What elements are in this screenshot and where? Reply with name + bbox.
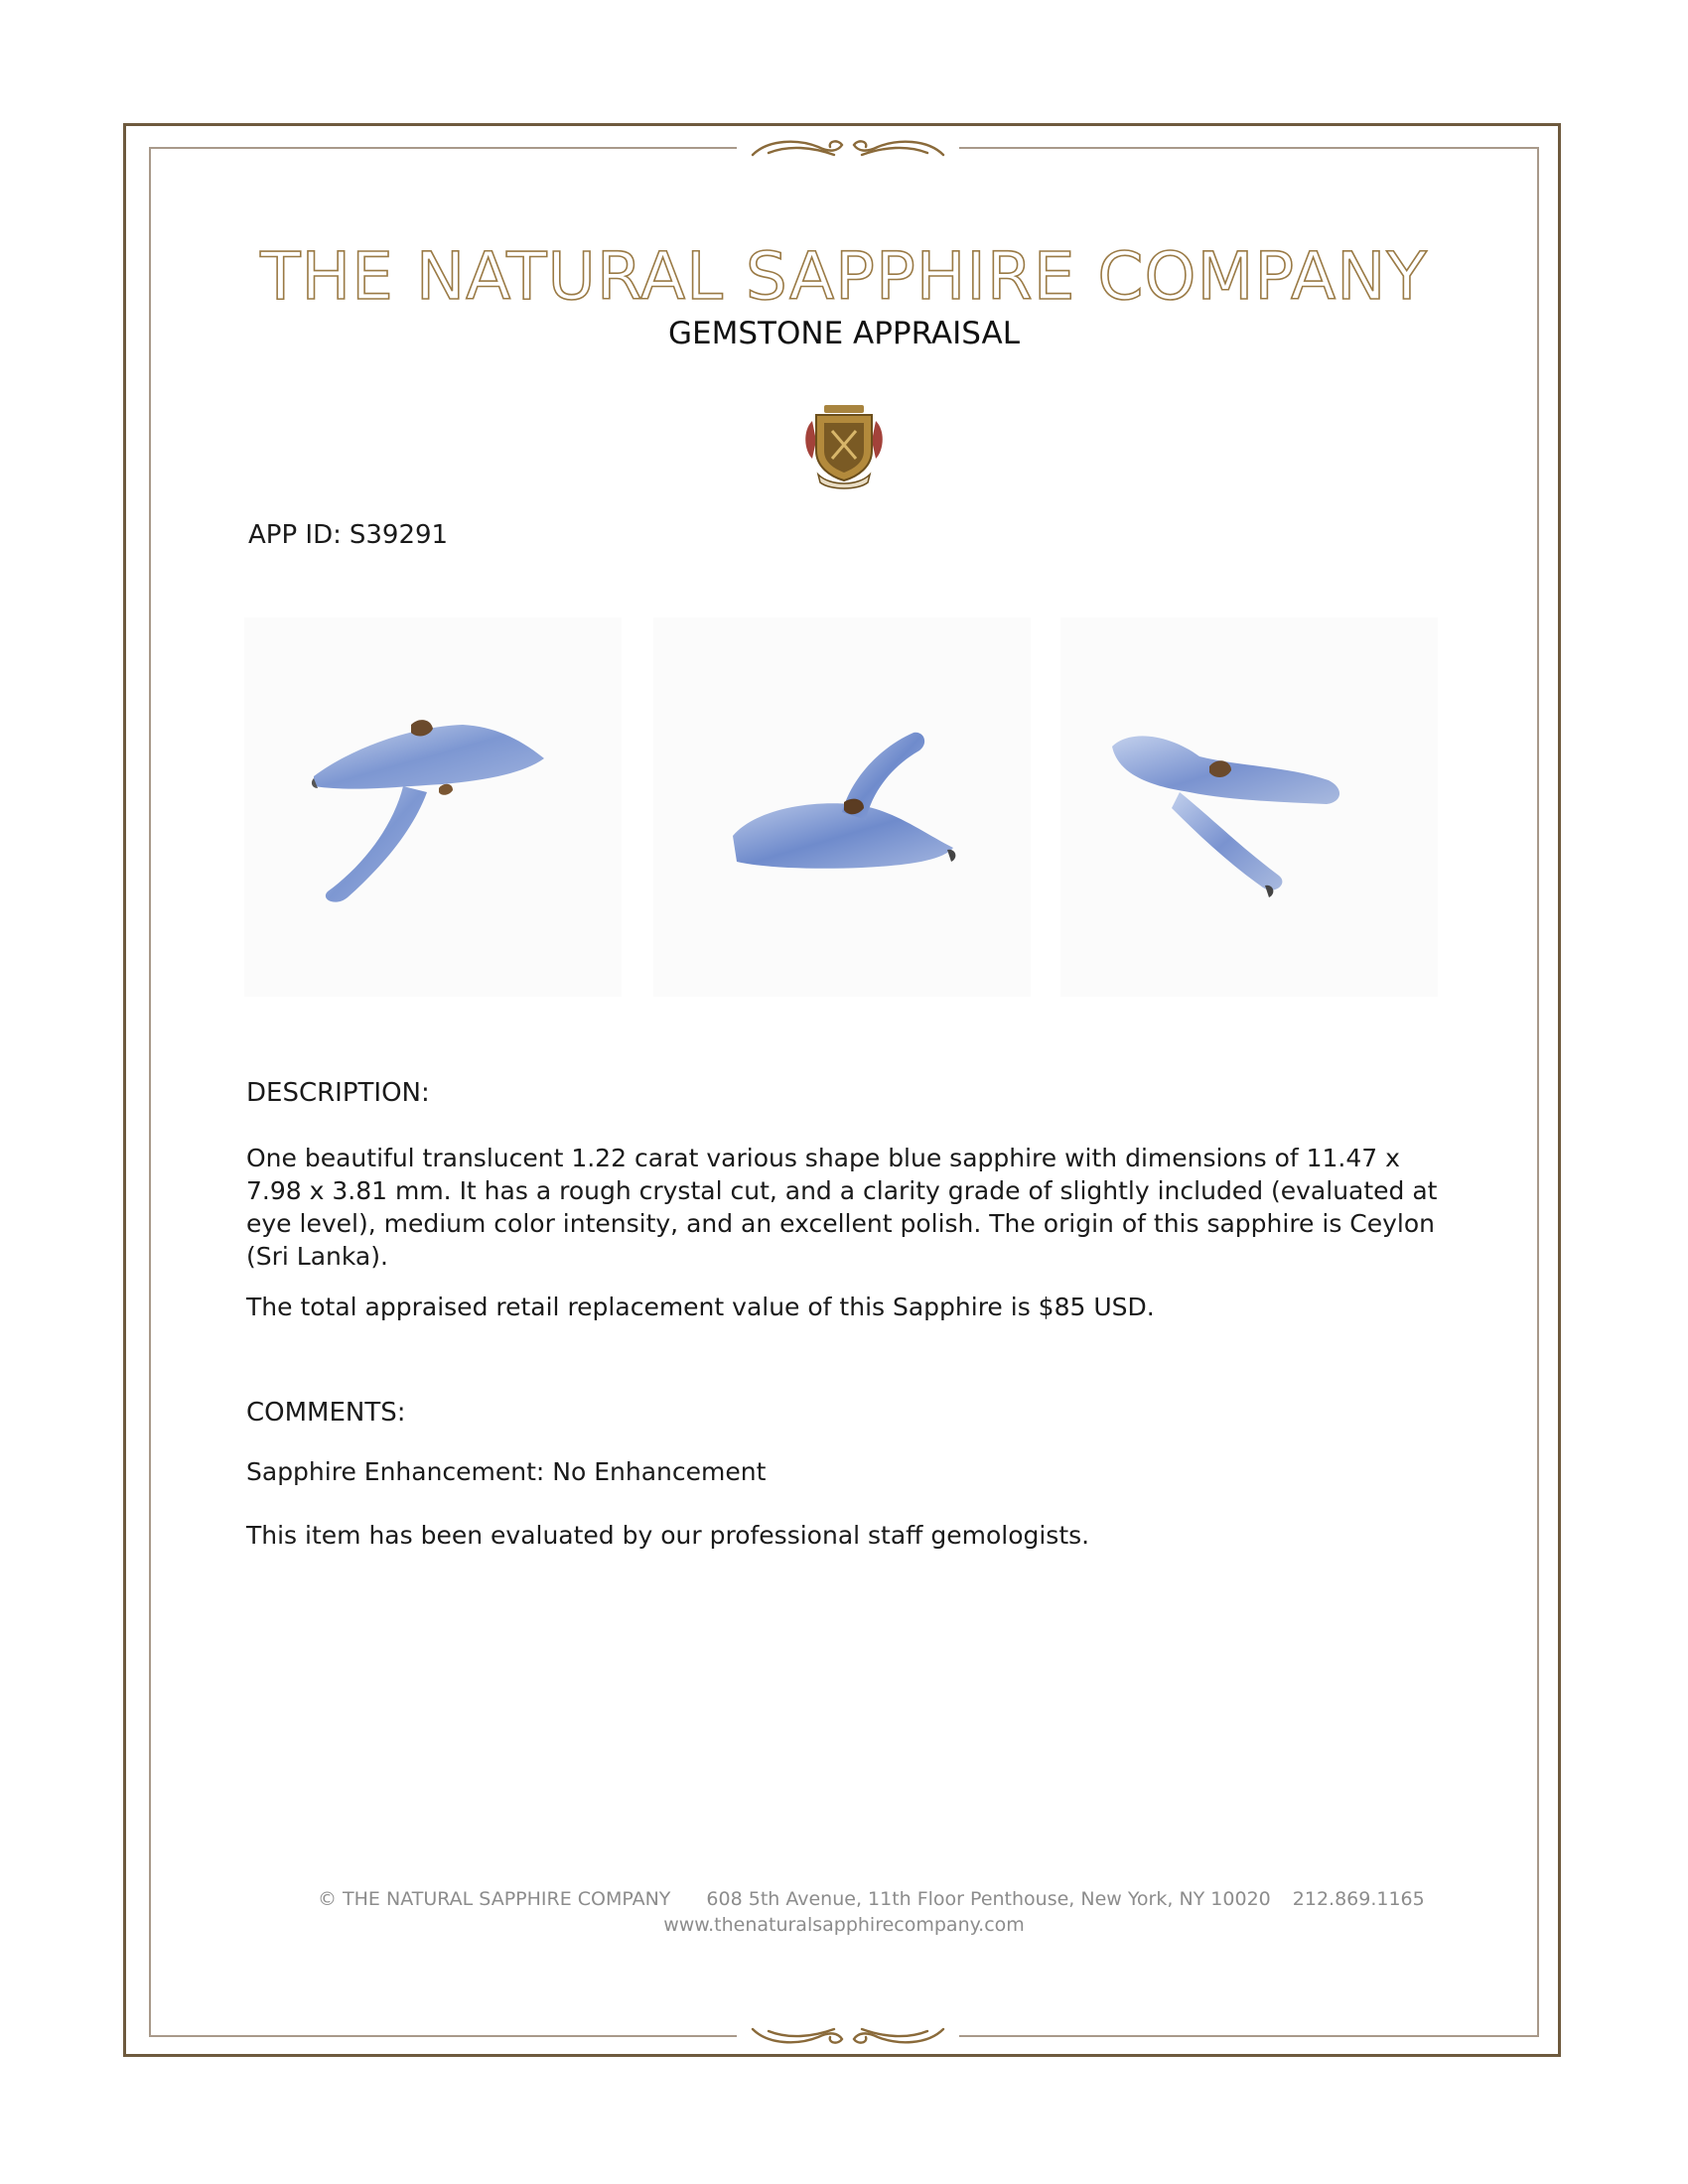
description-text: One beautiful translucent 1.22 carat various shape blue sapphire with dimensions of 11.47 x 7.98 x 3.81 mm. It has a rough crystal cut, and a clarity grade of slightly included (evaluated at eye level), medium color intensity, and an excellent polish. The origin of this sapphire is Ceylon (Sri Lanka). [246, 1144, 1438, 1271]
app-id-label: APP ID: [248, 520, 342, 550]
sapphire-crystal-photo-icon [653, 617, 1031, 997]
comments-heading: COMMENTS: [246, 1398, 406, 1428]
inner-frame-top-right [959, 147, 1539, 149]
footer-website: www.thenaturalsapphirecompany.com [663, 1914, 1025, 1936]
footer-phone: 212.869.1165 [1292, 1888, 1425, 1910]
footer-address: 608 5th Avenue, 11th Floor Penthouse, New York, NY 10020 [706, 1888, 1271, 1910]
company-crest-logo-icon [802, 401, 886, 492]
document-type-title: GEMSTONE APPRAISAL [668, 316, 1020, 351]
company-title: THE NATURAL SAPPHIRE COMPANY [260, 238, 1428, 315]
sapphire-crystal-photo-icon [1060, 617, 1438, 997]
footer-contact-line [318, 1888, 1425, 1910]
top-flourish-ornament-icon [739, 133, 957, 163]
inner-frame-right [1537, 147, 1539, 2037]
sapphire-photo-2 [653, 617, 1031, 997]
inner-frame-bottom-right [959, 2035, 1539, 2037]
bottom-flourish-ornament-icon [739, 2021, 957, 2051]
inner-frame-left [149, 147, 151, 2037]
sapphire-crystal-photo-icon [244, 617, 622, 997]
inner-frame-top-left [149, 147, 737, 149]
description-heading: DESCRIPTION: [246, 1078, 430, 1108]
footer-copyright: © THE NATURAL SAPPHIRE COMPANY [318, 1888, 671, 1910]
appraised-value-statement: The total appraised retail replacement value of this Sapphire is $85 USD. [246, 1293, 1155, 1321]
sapphire-photo-1 [244, 617, 622, 997]
app-id [248, 520, 448, 550]
enhancement-comment: Sapphire Enhancement: No Enhancement [246, 1457, 767, 1486]
app-id-value: S39291 [349, 520, 449, 550]
evaluation-comment: This item has been evaluated by our professional staff gemologists. [246, 1521, 1090, 1550]
inner-frame-bottom-left [149, 2035, 737, 2037]
sapphire-photo-3 [1060, 617, 1438, 997]
